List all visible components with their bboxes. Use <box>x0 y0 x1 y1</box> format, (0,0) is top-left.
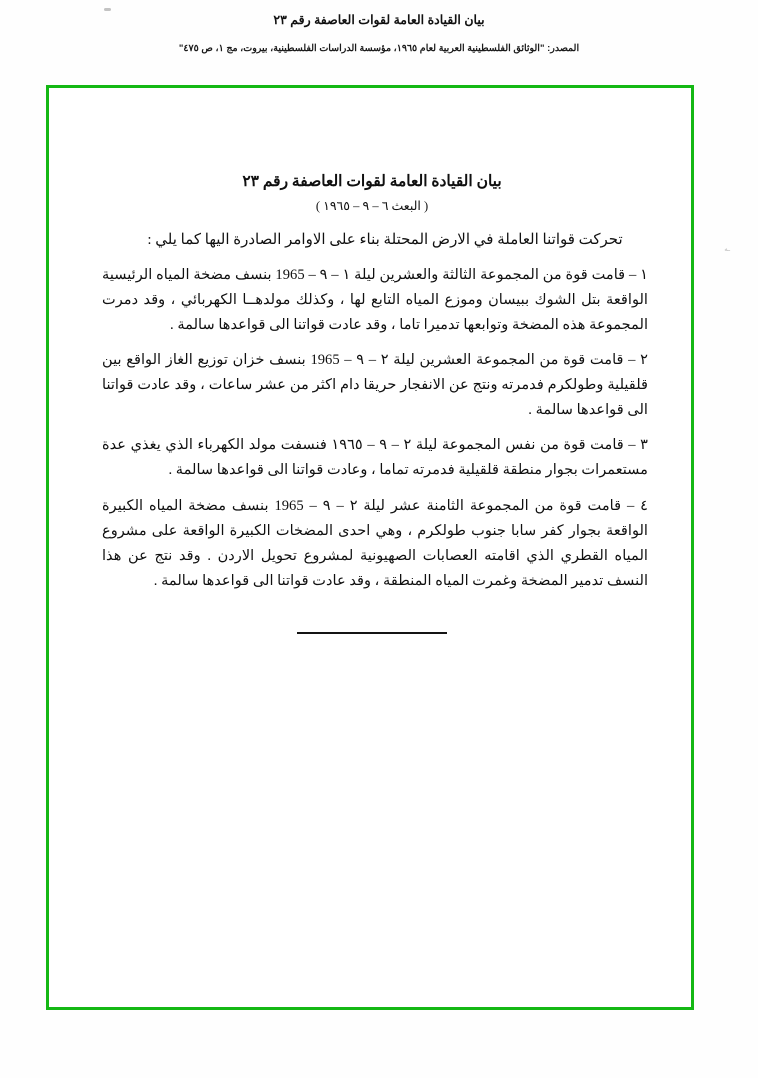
page-title: بيان القيادة العامة لقوات العاصفة رقم ٢٣ <box>273 13 485 27</box>
document-heading: بيان القيادة العامة لقوات العاصفة رقم ٢٣ <box>242 173 502 190</box>
document-paragraph: ٢ – قامت قوة من المجموعة العشرين ليلة ٢ – ٩ – 1965 بنسف خزان توزيع الغاز الواقع بين قلقيلية وطولكرم فدمرته ونتج عن الانفجار حريقا دام اكثر من عشر ساعات ، وقد عادت قواتنا الى قواعدها سالمة . <box>102 352 648 419</box>
document-subheading: ( البعث ٦ – ٩ – ١٩٦٥ ) <box>315 199 429 213</box>
document-paragraph: ٤ – قامت قوة من المجموعة الثامنة عشر ليلة ٢ – ٩ – 1965 بنسف مضخة المياه الكبيرة الواقعة بجوار كفر سابا جنوب طولكرم ، وهي احدى المضخات الكبيرة الواقعة على مشروع المياه القطري الذي اقامته العصابات الصهيونية لمشروع تحويل الاردن . وقد نتج عن هذا النسف تدمير المضخة وغمرت المياه المنطقة ، وقد عادت قواتنا الى قواعدها سالمة . <box>102 497 649 589</box>
document-intro: تحركت قواتنا العاملة في الارض المحتلة بناء على الاوامر الصادرة اليها كما يلي : <box>147 232 623 248</box>
source-citation: المصدر: "الوثائق الفلسطينية العربية لعام ١٩٦٥، مؤسسة الدراسات الفلسطينية، بيروت، مج ١، ص ٤٧٥" <box>178 42 580 54</box>
scan-artifact-mark: ـه <box>724 246 730 253</box>
document-paragraph: ٣ – قامت قوة من نفس المجموعة ليلة ٢ – ٩ – ١٩٦٥ فنسفت مولد الكهرباء الذي يغذي عدة مستعمرات بجوار منطقة قلقيلية فدمرته تماما ، وعادت قواتنا الى قواعدها سالمة . <box>102 437 648 479</box>
page-header <box>0 0 758 54</box>
document-body <box>92 172 652 634</box>
horizontal-rule <box>297 632 447 634</box>
document-paragraph: ١ – قامت قوة من المجموعة الثالثة والعشرين ليلة ١ – ٩ – 1965 بنسف مضخة المياه الرئيسية الواقعة بتل الشوك ببيسان وموزع المياه التابع لها ، وكذلك مولدهــا الكهربائي ، وقد دمرت المجموعة هذه المضخة وتوابعها تدميرا تاما ، وقد عادت قواتنا الى قواعدها سالمة . <box>102 266 648 333</box>
